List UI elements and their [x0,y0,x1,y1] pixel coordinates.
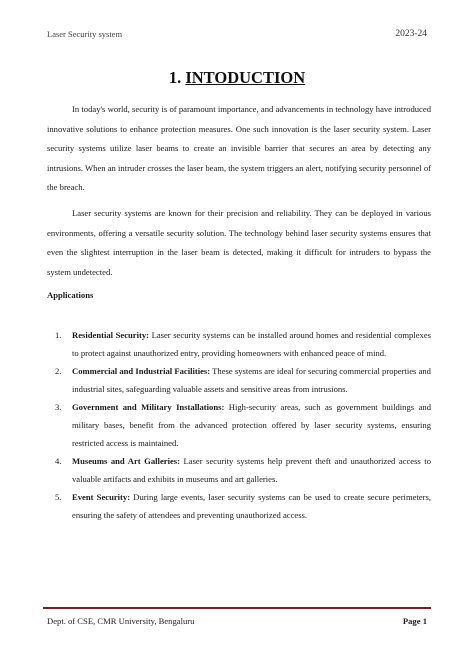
intro-paragraph-1: In today's world, security is of paramount importance, and advancements in technology have introduced innovative solutions to enhance protection measures. One such innovation is the laser security system. Laser security systems utilize laser beams to create an invisible barrier that secures an area by detecting any intrusions. When an intruder crosses the laser beam, the system triggers an alert, notifying security personnel of the breach. [47,104,431,193]
list-item [47,363,431,398]
applications-heading: Applications [47,290,94,300]
list-item [47,327,431,362]
page-header [47,29,427,39]
list-term: Residential Security: [72,330,150,340]
page-footer [47,616,427,626]
footer-department: Dept. of CSE, CMR University, Bengaluru [47,616,195,626]
list-term: Government and Military Installations: [72,402,225,413]
list-item [47,399,431,452]
list-text: Laser security systems help prevent theft and unauthorized access to valuable artifacts and exhibits in museums and art galleries. [72,456,431,484]
list-text: During large events, laser security systems can be used to create secure perimeters, ensuring the safety of attendees and preventing unauthorized access. [72,492,431,520]
list-text: These systems are ideal for securing commercial properties and industrial sites, safeguarding valuable assets and sensitive areas from intrusions. [72,366,431,394]
list-number: 3. [55,402,62,413]
list-number: 4. [55,456,62,467]
footer-divider [43,607,431,609]
section-heading: INTODUCTION [185,68,306,87]
list-item [47,453,431,488]
list-text: Laser security systems can be installed around homes and residential complexes to protect against unauthorized entry, providing homeowners with enhanced peace of mind. [72,330,431,358]
list-item [47,489,431,524]
list-number: 1. [55,330,62,340]
list-term: Commercial and Industrial Facilities: [72,366,211,377]
list-text: High-security areas, such as government buildings and military bases, benefit from the advanced protection offered by laser security systems, ensuring restricted access is maintained. [72,402,431,448]
page-number: Page 1 [402,616,427,626]
list-number: 2. [55,366,62,377]
section-title [0,68,474,88]
list-term: Event Security: [72,492,131,503]
list-term: Museums and Art Galleries: [72,456,180,467]
applications-list [47,327,431,526]
header-year: 2023-24 [395,29,427,39]
section-number: 1. [168,68,186,87]
intro-paragraph-2: Laser security systems are known for their precision and reliability. They can be deployed in various environments, offering a versatile security solution. The technology behind laser security systems ensures that even the slightest interruption in the laser beam is detected, making it difficult for intruders to bypass the system undetected. [47,208,431,277]
header-title: Laser Security system [47,29,123,39]
list-number: 5. [55,492,62,503]
